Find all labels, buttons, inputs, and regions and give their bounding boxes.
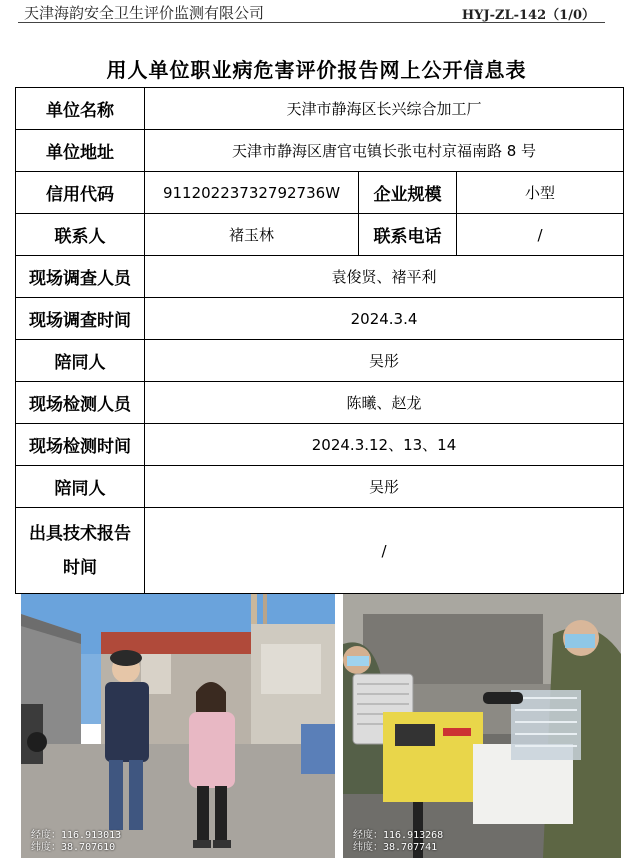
row-escort-1 xyxy=(16,340,624,382)
survey-staff-label: 现场调查人员 xyxy=(16,256,145,298)
survey-time-value: 2024.3.4 xyxy=(145,298,624,340)
photo-survey-image xyxy=(21,594,335,858)
escort-2-label: 陪同人 xyxy=(16,466,145,508)
header-doc-code: HYJ-ZL-142（1/0） xyxy=(461,8,595,23)
photo-survey-site xyxy=(21,594,335,858)
row-escort-2 xyxy=(16,466,624,508)
survey-staff-value: 袁俊贤、褚平利 xyxy=(145,256,624,298)
detect-staff-label: 现场检测人员 xyxy=(16,382,145,424)
row-report-time xyxy=(16,508,624,594)
info-table xyxy=(15,87,624,594)
header-company: 天津海韵安全卫生评价监测有限公司 xyxy=(24,4,265,22)
escort-2-value: 吴彤 xyxy=(145,466,624,508)
scale-value: 小型 xyxy=(457,172,624,214)
photo-right-lat: 纬度：38.707741 xyxy=(353,842,438,853)
photo-detection-site xyxy=(343,594,621,858)
unit-name-label: 单位名称 xyxy=(16,88,145,130)
photo-right-coordinates xyxy=(353,830,443,854)
unit-name-value: 天津市静海区长兴综合加工厂 xyxy=(145,88,624,130)
photo-detection-image xyxy=(343,594,621,858)
detect-time-label: 现场检测时间 xyxy=(16,424,145,466)
photo-left-lon: 经度：116.913013 xyxy=(31,830,122,841)
survey-time-label: 现场调查时间 xyxy=(16,298,145,340)
row-credit-code xyxy=(16,172,624,214)
escort-1-label: 陪同人 xyxy=(16,340,145,382)
address-value: 天津市静海区唐官屯镇长张屯村京福南路 8 号 xyxy=(145,130,624,172)
row-survey-staff xyxy=(16,256,624,298)
credit-code-label: 信用代码 xyxy=(16,172,145,214)
detect-time-value: 2024.3.12、13、14 xyxy=(145,424,624,466)
phone-value: / xyxy=(457,214,624,256)
report-time-label-line1: 出具技术报告 xyxy=(29,523,131,544)
photo-left-coordinates xyxy=(31,830,121,854)
site-photos xyxy=(15,592,623,858)
escort-1-value: 吴彤 xyxy=(145,340,624,382)
contact-value: 褚玉林 xyxy=(145,214,359,256)
row-survey-time xyxy=(16,298,624,340)
scale-label: 企业规模 xyxy=(359,172,457,214)
photo-left-lat: 纬度：38.707610 xyxy=(31,842,116,853)
address-label: 单位地址 xyxy=(16,130,145,172)
row-contact xyxy=(16,214,624,256)
photo-right-lon: 经度：116.913268 xyxy=(353,830,444,841)
row-detect-staff xyxy=(16,382,624,424)
report-time-label-line2: 时间 xyxy=(63,557,97,578)
row-detect-time xyxy=(16,424,624,466)
row-unit-name xyxy=(16,88,624,130)
contact-label: 联系人 xyxy=(16,214,145,256)
credit-code-value: 91120223732792736W xyxy=(145,172,359,214)
detect-staff-value: 陈曦、赵龙 xyxy=(145,382,624,424)
header-rule xyxy=(18,22,605,23)
report-time-label xyxy=(16,508,145,594)
phone-label: 联系电话 xyxy=(359,214,457,256)
row-address xyxy=(16,130,624,172)
report-time-value: / xyxy=(145,508,624,594)
page-title: 用人单位职业病危害评价报告网上公开信息表 xyxy=(106,58,527,82)
